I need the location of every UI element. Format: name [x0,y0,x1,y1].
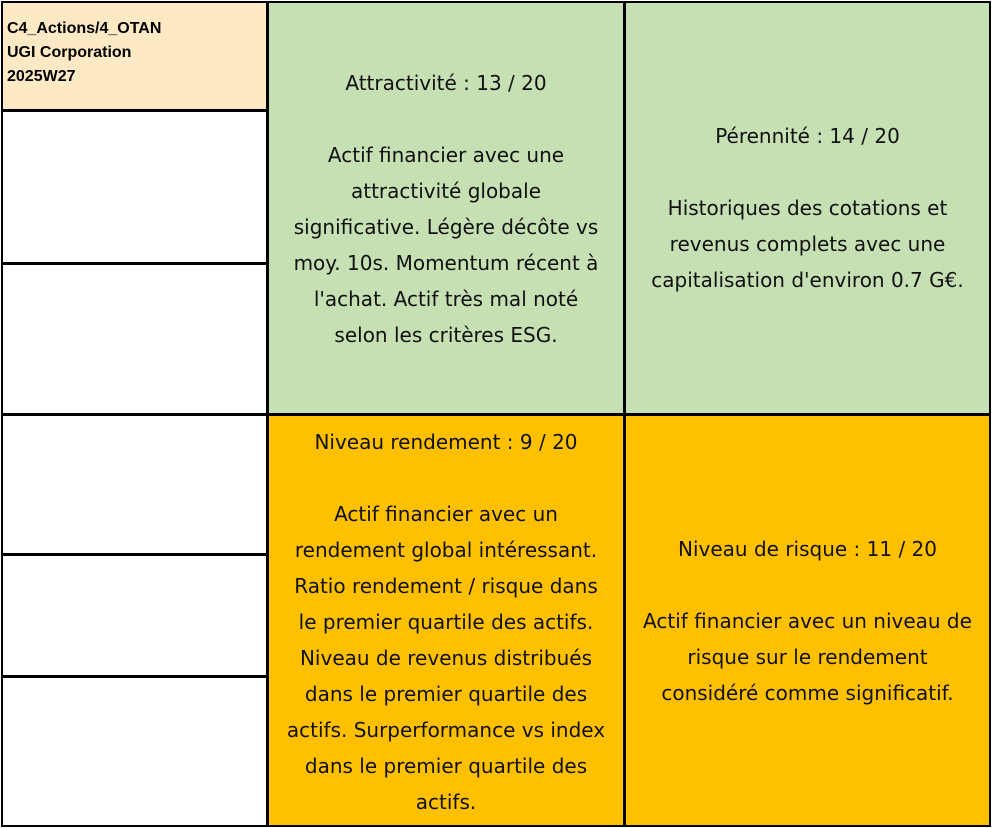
header-week: 2025W27 [7,68,76,85]
rendement-line: dans le premier quartile des [304,682,588,706]
attractivite-line: attractivité globale [350,179,541,203]
perennite-line: revenus complets avec une [669,232,946,256]
rendement-line: actifs. [415,790,477,814]
attractivite-line: significative. Légère décôte vs [293,215,599,239]
rendement-line: Niveau de revenus distribués [299,646,593,670]
perennite-line: capitalisation d'environ 0.7 G€. [651,268,964,292]
attractivite-line: Actif financier avec une [327,143,565,167]
blank-cell-3 [1,414,268,555]
risque-line: risque sur le rendement [687,644,928,669]
rendement-line: le premier quartile des actifs. [298,610,594,634]
rendement-title: Niveau rendement : 9 / 20 [314,430,578,454]
attractivite-line: moy. 10s. Momentum récent à [293,251,599,275]
risque-panel [624,414,991,827]
blank-cell-2 [1,263,268,415]
header-company: UGI Corporation [7,44,132,61]
risque-title: Niveau de risque : 11 / 20 [678,536,937,561]
attractivite-line: l'achat. Actif très mal noté [313,287,579,311]
perennite-title: Pérennité : 14 / 20 [715,124,900,148]
perennite-panel [624,1,991,415]
blank-cell-5 [1,676,268,827]
rendement-line: Actif financier avec un [334,502,558,526]
rendement-panel [267,414,625,827]
header-path: C4_Actions/4_OTAN [7,20,162,37]
blank-cell-4 [1,554,268,677]
risque-line: considéré comme significatif. [661,680,954,705]
perennite-line: Historiques des cotations et [667,196,948,220]
attractivite-panel [267,1,625,415]
rendement-line: dans le premier quartile des [304,754,588,778]
report-header [1,1,268,111]
attractivite-title: Attractivité : 13 / 20 [345,71,547,95]
rendement-line: actifs. Surperformance vs index [286,718,606,742]
rendement-line: rendement global intéressant. [294,538,598,562]
risque-line: Actif financier avec un niveau de [643,608,972,633]
attractivite-line: selon les critères ESG. [334,323,558,347]
rendement-line: Ratio rendement / risque dans [294,574,598,598]
blank-cell-1 [1,110,268,264]
